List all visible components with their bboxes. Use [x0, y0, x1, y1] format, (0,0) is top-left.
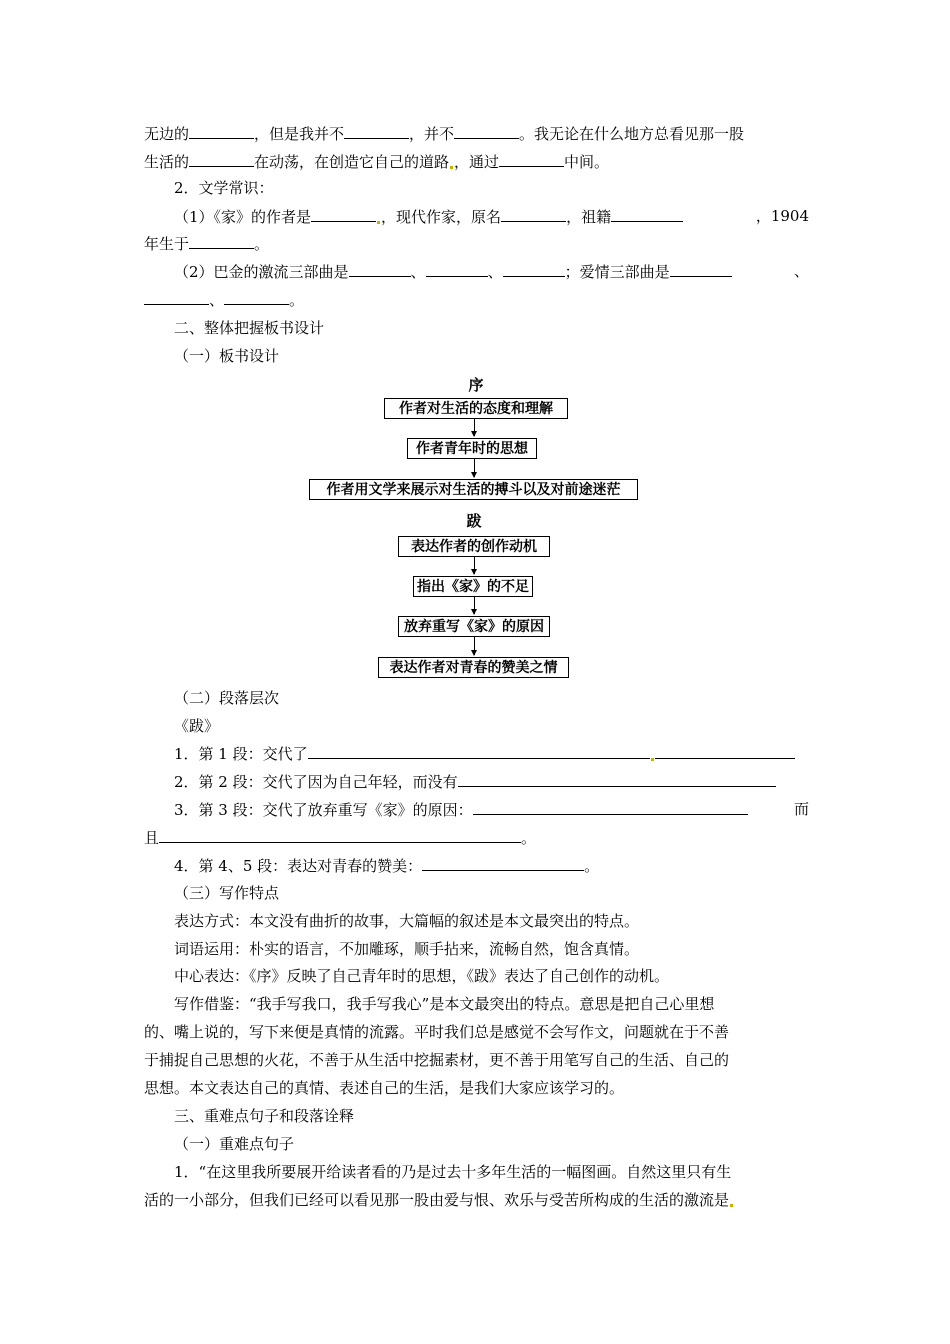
text: ，祖籍	[566, 208, 612, 226]
flow-box: 作者青年时的思想	[407, 438, 537, 459]
lit-heading: 2．文学常识：	[174, 179, 274, 197]
text: 生活的	[144, 153, 190, 171]
blank-field[interactable]	[349, 261, 411, 277]
flow-box: 放弃重写《家》的原因	[398, 616, 550, 637]
flow-box: 表达作者的创作动机	[398, 536, 550, 557]
text: 在动荡，在创造它自己的道路	[254, 153, 450, 171]
text: ，1904	[755, 207, 809, 225]
flow-box: 作者用文学来展示对生活的搏斗以及对前途迷茫	[309, 479, 638, 500]
feature-writing-cont: 的、嘴上说的，写下来便是真情的流露。平时我们总是感觉不会写作文，问题就在于不善	[144, 1023, 730, 1041]
lit-q1	[174, 206, 809, 227]
text: ，并不	[409, 125, 455, 143]
text: 而	[793, 800, 809, 818]
text: 。	[521, 829, 537, 847]
feature-writing: 写作借鉴：“我手写我口，我手写我心”是本文最突出的特点。意思是把自己心里想	[174, 995, 715, 1013]
text: 4．第 4、5 段：表达对青春的赞美：	[174, 857, 423, 875]
blank-field[interactable]	[224, 289, 289, 305]
sentence-1: 1．“在这里我所要展开给读者看的乃是过去十多年生活的一幅图画。自然这里只有生	[174, 1163, 732, 1181]
subsection-heading: （一）重难点句子	[174, 1135, 295, 1153]
subsection-heading: （二）段落层次	[174, 689, 280, 707]
paragraph-item-3	[174, 799, 809, 820]
blank-field[interactable]	[308, 743, 650, 759]
arrow-down-icon	[474, 597, 475, 614]
blank-field[interactable]	[344, 123, 409, 139]
blank-field[interactable]	[655, 743, 795, 759]
blank-field[interactable]	[144, 289, 209, 305]
text: 且	[144, 829, 160, 847]
text: （2）巴金的激流三部曲是	[174, 263, 349, 281]
text: 无边的	[144, 125, 190, 143]
feature-writing-cont: 于捕捉自己思想的火花，不善于从生活中挖掘素材，更不善于用笔写自己的生活、自己的	[144, 1051, 730, 1069]
flow-label-xu: 序	[468, 376, 484, 394]
blank-field[interactable]	[189, 123, 254, 139]
text: 。	[289, 291, 305, 309]
blank-field[interactable]	[670, 261, 732, 277]
blank-field[interactable]	[501, 206, 566, 222]
text: 、	[209, 291, 225, 309]
blank-field[interactable]	[422, 855, 584, 871]
blank-field[interactable]	[454, 123, 519, 139]
feature-writing-cont: 思想。本文表达自己的真情、表述自己的生活，是我们大家应该学习的。	[144, 1079, 625, 1097]
section-heading: 二、整体把握板书设计	[174, 319, 325, 337]
text: ；爱情三部曲是	[564, 263, 670, 281]
text: 。	[584, 857, 600, 875]
arrow-down-icon	[474, 459, 475, 477]
blank-field[interactable]	[499, 151, 564, 167]
blank-field[interactable]	[311, 206, 376, 222]
text: 。我无论在什么地方总看见那一股	[519, 125, 745, 143]
text: 3．第 3 段：交代了放弃重写《家》的原因：	[174, 801, 473, 819]
text: 。	[254, 235, 270, 253]
flow-box: 指出《家》的不足	[413, 576, 533, 597]
text: 中间。	[564, 153, 610, 171]
blank-field[interactable]	[473, 799, 748, 815]
blank-field[interactable]	[426, 261, 488, 277]
subsection-heading: （三）写作特点	[174, 884, 280, 902]
paragraph-item-1	[174, 743, 809, 764]
blank-field[interactable]	[159, 827, 521, 843]
sentence-1-cont	[144, 1190, 809, 1210]
lit-q2	[174, 261, 809, 282]
flow-box: 作者对生活的态度和理解	[384, 398, 568, 419]
flow-box: 表达作者对青春的赞美之情	[378, 657, 569, 678]
marker-dot	[377, 221, 380, 224]
lit-q2-cont	[144, 289, 809, 310]
text: 活的一小部分，但我们已经可以看见那一股由爱与恨、欢乐与受苦所构成的生活的激流是	[144, 1191, 730, 1209]
flow-label-ba: 跋	[466, 512, 482, 530]
text: 、	[793, 262, 809, 280]
text: ，现代作家，原名	[381, 208, 502, 226]
feature-expression: 表达方式：本文没有曲折的故事，大篇幅的叙述是本文最突出的特点。	[174, 912, 640, 930]
lit-q1-cont	[144, 233, 809, 254]
fill-line-2	[144, 151, 809, 172]
arrow-down-icon	[474, 557, 475, 574]
blank-field[interactable]	[503, 261, 565, 277]
section-heading: 三、重难点句子和段落诠释	[174, 1107, 355, 1125]
marker-dot	[450, 166, 453, 169]
marker-dot	[730, 1204, 733, 1207]
ba-title: 《跋》	[174, 717, 220, 735]
blank-field[interactable]	[189, 233, 254, 249]
marker-dot	[651, 758, 654, 761]
text: ，通过	[454, 153, 500, 171]
text: 、	[410, 263, 426, 281]
arrow-down-icon	[474, 419, 475, 436]
paragraph-item-2	[174, 771, 809, 792]
feature-wording: 词语运用：朴实的语言，不加雕琢，顺手拈来，流畅自然，饱含真情。	[174, 940, 640, 958]
text: ，但是我并不	[254, 125, 345, 143]
text: 1．第 1 段：交代了	[174, 745, 308, 763]
paragraph-item-4	[174, 855, 809, 876]
feature-center: 中心表达：《序》反映了自己青年时的思想，《跋》表达了自己创作的动机。	[174, 967, 670, 985]
blank-field[interactable]	[611, 206, 683, 222]
subsection-heading: （一）板书设计	[174, 347, 280, 365]
arrow-down-icon	[474, 637, 475, 655]
paragraph-item-3-cont	[144, 827, 809, 848]
text: 年生于	[144, 235, 190, 253]
text: （1）《家》的作者是	[174, 208, 312, 226]
blank-field[interactable]	[189, 151, 254, 167]
text: 2．第 2 段：交代了因为自己年轻，而没有	[174, 773, 458, 791]
fill-line-1	[144, 123, 809, 144]
text: 、	[487, 263, 503, 281]
blank-field[interactable]	[458, 771, 776, 787]
